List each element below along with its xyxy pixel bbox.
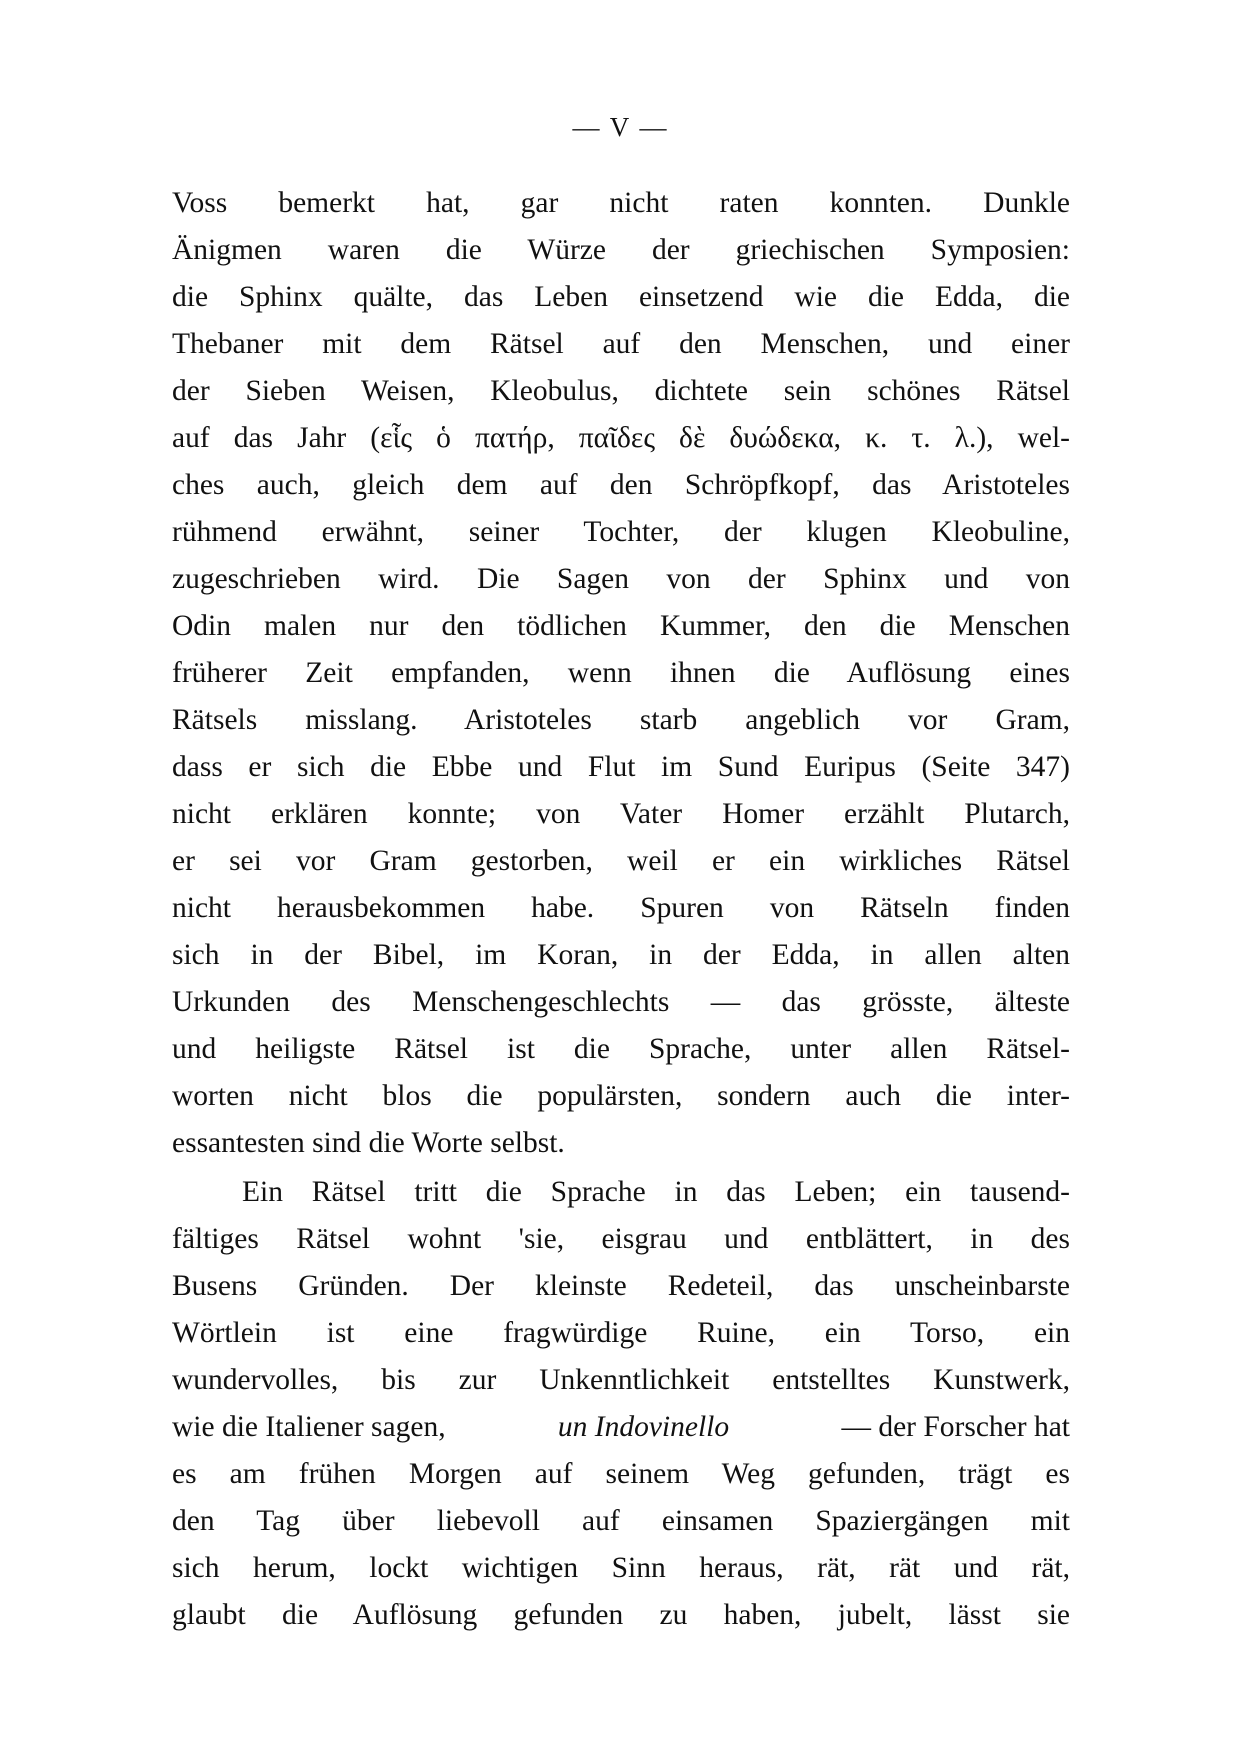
text-line: nicht herausbekommen habe. Spuren von Rätseln finden — [172, 892, 1070, 924]
text-line-indented: Ein Rätsel tritt die Sprache in das Leben; ein tausend- — [242, 1176, 1070, 1208]
text-line: Busens Gründen. Der kleinste Redeteil, das unscheinbarste — [172, 1270, 1070, 1302]
text-line: zugeschrieben wird. Die Sagen von der Sphinx und von — [172, 563, 1070, 595]
text-segment: wie die Italiener sagen, — [172, 1411, 453, 1443]
text-line: sich herum, lockt wichtigen Sinn heraus, rät, rät und rät, — [172, 1552, 1070, 1584]
text-line: glaubt die Auflösung gefunden zu haben, jubelt, lässt sie — [172, 1599, 1070, 1631]
text-line: rühmend erwähnt, seiner Tochter, der klugen Kleobuline, — [172, 516, 1070, 548]
text-line: früherer Zeit empfanden, wenn ihnen die Auflösung eines — [172, 657, 1070, 689]
text-line: Urkunden des Menschengeschlechts — das grösste, älteste — [172, 986, 1070, 1018]
text-line: wundervolles, bis zur Unkenntlichkeit entstelltes Kunstwerk, — [172, 1364, 1070, 1396]
page-number: — V — — [572, 112, 669, 142]
body-text — [172, 180, 1070, 1639]
text-line: Wörtlein ist eine fragwürdige Ruine, ein Torso, ein — [172, 1317, 1070, 1349]
text-line-with-italic — [172, 1404, 1070, 1451]
text-line: ches auch, gleich dem auf den Schröpfkopf, das Aristoteles — [172, 469, 1070, 501]
text-line-last: essantesten sind die Worte selbst. — [172, 1127, 565, 1159]
text-line: es am frühen Morgen auf seinem Weg gefunden, trägt es — [172, 1458, 1070, 1490]
paragraph-2 — [172, 1169, 1070, 1639]
paragraph-1 — [172, 180, 1070, 1167]
text-line-greek: auf das Jahr (εἷς ὁ πατήρ, παῖδες δὲ δυώδεκα, κ. τ. λ.), wel- — [172, 422, 1070, 454]
text-line: fältiges Rätsel wohnt 'sie, eisgrau und entblättert, in des — [172, 1223, 1070, 1255]
text-line: Odin malen nur den tödlichen Kummer, den die Menschen — [172, 610, 1070, 642]
text-line: Thebaner mit dem Rätsel auf den Menschen, und einer — [172, 328, 1070, 360]
text-line: Änigmen waren die Würze der griechischen Symposien: — [172, 234, 1070, 266]
italic-phrase: un Indovinello — [557, 1411, 730, 1443]
text-line: Rätsels misslang. Aristoteles starb angeblich vor Gram, — [172, 704, 1070, 736]
text-line: die Sphinx quälte, das Leben einsetzend wie die Edda, die — [172, 281, 1070, 313]
text-line: der Sieben Weisen, Kleobulus, dichtete sein schönes Rätsel — [172, 375, 1070, 407]
text-line: den Tag über liebevoll auf einsamen Spaziergängen mit — [172, 1505, 1070, 1537]
text-line: dass er sich die Ebbe und Flut im Sund Euripus (Seite 347) — [172, 751, 1070, 783]
text-line: Voss bemerkt hat, gar nicht raten konnten. Dunkle — [172, 187, 1070, 219]
text-segment: — der Forscher hat — [834, 1411, 1070, 1443]
text-line: sich in der Bibel, im Koran, in der Edda, in allen alten — [172, 939, 1070, 971]
text-line: er sei vor Gram gestorben, weil er ein wirkliches Rätsel — [172, 845, 1070, 877]
text-line: und heiligste Rätsel ist die Sprache, unter allen Rätsel- — [172, 1033, 1070, 1065]
text-line: nicht erklären konnte; von Vater Homer erzählt Plutarch, — [172, 798, 1070, 830]
text-line: worten nicht blos die populärsten, sondern auch die inter- — [172, 1080, 1070, 1112]
